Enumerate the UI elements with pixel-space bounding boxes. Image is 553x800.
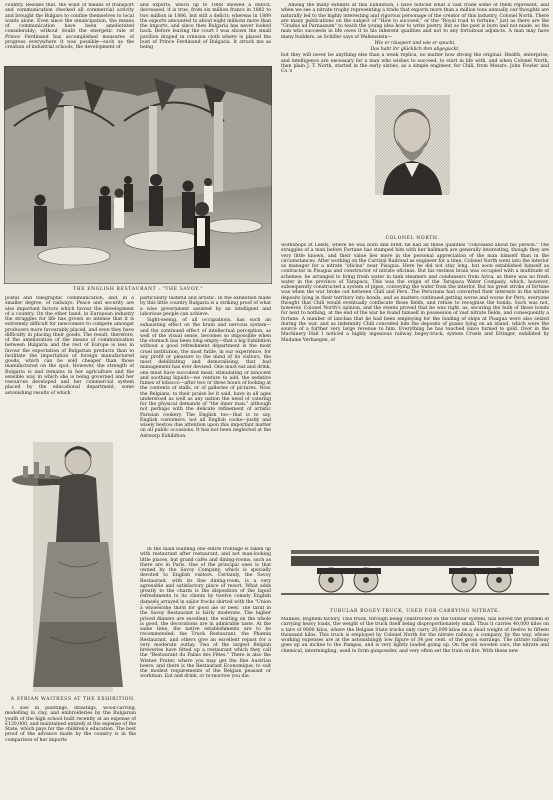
restaurant-caption: THE ENGLISH RESTAURANT : "THE SAVOY." xyxy=(72,287,204,292)
bogey-truck-illustration xyxy=(281,538,549,606)
article-paragraph: Sight-seeing, of all occupations, has such an exhausting effect on the brain and nervous system—and the continued effect of intellectual perception, as well of the visual sense, becomes so impossible when the stomach has been long empty—that a big Exhibition without a good refreshment department is the most cruel institution, the most futile, in our experience, for any profit or pleasure to the mind of its visitors, the most debilitating and demoralising, that bad management has ever devised. One must eat and drink, one must have succulent meat, stimulating or innocent and soothing liquids—we venture to add, the sedative fumes of tobacco—after two or three hours of looking at the contents of stalls, or of galleries of pictures. Now, the Belgians, to their praise be it said, have in all ages understood as well as any nation the need of catering for the physical demands of "the inner man," although not perhaps with the delicate refinement of artistic Parisian cookery. The English too—that is to say, English customers, not all English cooks—justly and wisely bestow due attention upon this important matter on all public occasions. It has not been neglected at the Antwerp Exhibition. xyxy=(140,318,271,439)
article-column-top-middle xyxy=(140,3,271,67)
verse-line: Das habt ihr glücklich ihm abgeguckt, xyxy=(370,47,460,52)
article-column-right-lower xyxy=(281,243,549,533)
article-column-bottom-left xyxy=(5,706,136,798)
article-column-bottom-right xyxy=(281,617,549,798)
article-column-bottom-middle xyxy=(140,606,271,796)
article-paragraph: postal and telegraphic communication, and, in a smaller degree, of railways. Peace and security are also important factors which favour the development of a country. On the other hand, in European industry the struggles for life has grown so intense that it is extremely difficult for newcomers to compete amongst producers more favourably placed, and even they have difficulty in placing their goods. The result, therefore, of the amelioration of the means of communication between Bulgaria and the rest of Europe is less in favour the exportation of Bulgarian products than to facilitate the importation of foreign manufactured goods, which can be sold cheaper than those manufactured on the spot. However, the strength of Bulgaria is and remains in her agriculture and the sensible way in which she is being governed and her resources developed and her commercial system placed by the educational department, some astonishing results of which xyxy=(5,296,134,396)
article-column-mid-left xyxy=(5,296,134,421)
article-paragraph: Among the many exhibits at this Exhibition, I have noticed what a vast trade some of them represent, and when we see a nitrate trophy representing a trade that exports more than a million tons annually our thoughts are naturally led to the highly interesting and vigorous personage of the creator of this industry, Colonel North. There are many publications on the subject of "How to succeed," or the "Royal road to fortune," just as there are the "Gradus ad Parnassum" to teach the young idea how to write poetry. But as the poet is born and not made, so the man who succeeds in life owes it to his inherent qualities and not to any fortuitous adjuncts. A man may have many builders, as Schiller says of Wallenstein— xyxy=(281,3,549,40)
bogey-truck-caption: TUBULAR BOGEY-TRUCK, USED FOR CARRYING NITRATE. xyxy=(329,609,501,614)
colonel-north-portrait xyxy=(375,95,450,195)
article-column-mid-middle xyxy=(140,296,271,546)
article-paragraph: and exports, which up to 1888 showed a deficit, decreased, it is true, from six million francs in 1882 to two million in 1886, but still a deficit; whereas in 1889 the exports amounted to about eight millions more than the imports, and since then Bulgaria has never looked back. Before leaving the court I was shown the small pavilion draped in crimson cloth where is placed the bust of Prince Ferdinand of Bulgaria. It struck me as being xyxy=(140,3,271,50)
article-paragraph: a wholesome thirst for good ale or beer. The tariff in the Savoy Restaurant is fairly moderate. The higher priced dinners are excellent, the waiting on the whole is good, the decorations are in admirable taste. At the same time, the native establishments are to be recommended: the Truck Restaurant, the Phœnix Restaurant, and others give an excellent repast for a very moderate outlay. Two of the largest Belgian breweries have fitted up a restaurant which they call the "Restaurant du Palais des Fêtes." There is also the Wiener Prater, where you may get the fine Austrian beers; and there is the Restaurant Economique, to suit the modest requirements of the Belgian peasant or workman. Eat and drink, or to-morrow you die. xyxy=(140,606,271,680)
article-paragraph: I saw in paintings, drawings, wood-carving, modelling in clay, and embroideries by the Bulgarian youth of the high school built recently at an expense of £120,000, and maintained entirely at the expense of the State, which pays for the children's education. The best proof of the advance made by the country is in the comparison of her imports xyxy=(5,706,136,743)
article-paragraph: country. Besides that, the want of means of transport and communication checked all commercial activity and brought the Bulgars to confine themselves to local wants alone. Even since the emancipation, the means of communication have been ameliorated considerably; without doubt the energetic rule of Prince Ferdinand has accomplished measures of progress everywhere it was possible—such as the creation of industrial schools, the development of xyxy=(5,3,134,50)
syrian-waitress-illustration xyxy=(8,422,138,697)
article-paragraph: particularly tasteful and artistic. In the exhibition made by this little country Bulgaria is a striking proof of what a wise government assisted by an intelligent and laborious people can achieve. xyxy=(140,296,271,317)
colonel-north-caption: COLONEL NORTH. xyxy=(385,236,440,241)
article-paragraph: In the main building one entire frontage is taken up with restaurant after restaurant, and not man-looking little places, but grand cafés and dining-rooms, such as there are in Paris. One of the principal ones is that owned by the Savoy Company, which is specially devoted to English visitors. Certainly, the Savoy Restaurant, with its fine dining-room, is a very agreeable and satisfactory place of resort. What adds greatly to the charm is the disposition of the liquid refreshments to its clients by twelve comely English damsels arrayed in sailor frocks skirted with the "Union xyxy=(140,547,271,605)
verse-line: Wie er räuspert und wie er spuckt, xyxy=(374,40,456,46)
restaurant-illustration xyxy=(4,66,272,284)
syrian-waitress-caption: A SYRIAN WAITRESS AT THE EXHIBITION. xyxy=(10,697,136,702)
article-column-wrap xyxy=(140,547,271,605)
article-paragraph: but they will never be anything else than a weak replica, no matter how strong the original. Health, enterprise, and intelligence are necessary for a man who wishes to succeed, to start in life with, and when Colonel North, then plain J. T. North, started in the early sixties, as a simple engineer, for Chili, from Messrs. John Fowler and Co.'s xyxy=(281,53,549,74)
article-paragraph: workshops at Leeds, where he was born and bred, he had all these qualities "concealed about his person." The struggles of a man before Fortune has stamped him with her hallmark are generally interesting, though they are very little known, and their value lies more in the personal appreciation of the man himself than in the circumstances. After working on the Carrizal Railroad as engineer for a time, Colonel North went into the interior as manager for a nitrate "oficina" near Pisagua. Here he did not stay long, but soon established himself as contractor in Pisagua and constructor of nitrate oficinas. But his restless brain was occupied with a multitude of schemes: he arranged to bring fresh water in tank steamers and condensers from Arica, as there was no fresh water in the province of Tarapaca. This was the origin of the Tarapaca Water Company, which, however, subsequently constructed a system of pipes, conveying the water from the interior. But his great stroke of fortune was when the war broke out between Chili and Peru. The Peruvians had converted their interests in the nitrate deposits lying in their territory into bonds, and as matters continued getting worse and worse for Peru, everyone thought that Chili would eventually confiscate those fields, and refuse to recognise the bonds. Such was not, however, Colonel North's opinion, and the events proved that he was right, as, securing the bulk of those bonds for next to nothing, at the end of the war he found himself in possession of vast nitrate fields, and consequently a fortune. A number of lanchas that he had been employing for the loading of ships at Pisagua were also seized during the war, and as indemnity Chili conceded him the deposits of guano lying on an island, which were the source of a further very large revenue to him. Everything he has touched since turned to gold. Over in the Machinery Hall I noticed a highly ingenious railway bogey-truck, system Cruels and Ettinger, exhibited by Madame Verhaegen, of xyxy=(281,243,549,343)
article-column-top-left xyxy=(5,3,134,67)
article-paragraph: Malines, Boghem factory. This truck, through being constructed on the tubular system, has solved the problem of carrying heavy loads, the weight of the truck itself being disproportionately small. Thus it carries 40,000 kilos on a tare of 9000 kilos, where the Belgian State trucks only carry 20,000 kilos on a dead weight of twelve to fifteen thousand kilos. This truck is employed by Colonel North for the nitrate railway, a company, by the way, whose working expenses are at the astonishingly low figure of 34 per cent. of the gross earnings. The nitrate railway goes up an incline to the Pampas, and is very lightly loaded going up. On the old wooden cars, the nitrate and chemical, intermingling, used to form gunpowder, and very often set the train on fire. With these new xyxy=(281,617,549,654)
